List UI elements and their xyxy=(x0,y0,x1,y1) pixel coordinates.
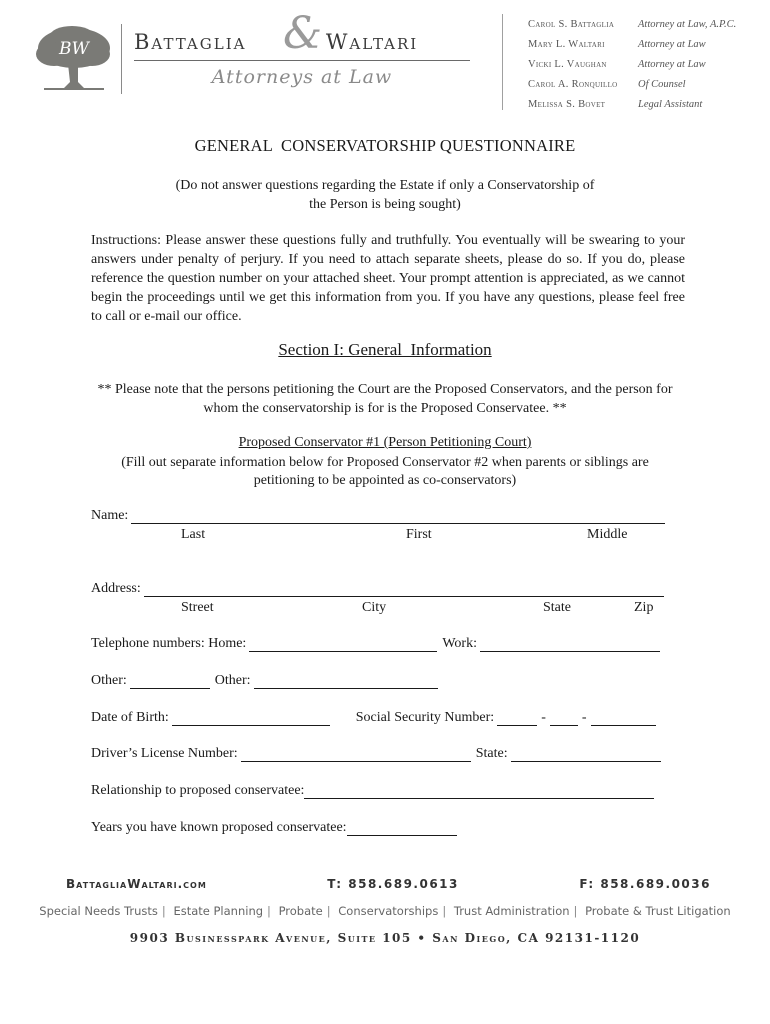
firm-name-rule xyxy=(134,60,470,61)
footer-service: Estate Planning xyxy=(173,904,264,918)
relationship-row xyxy=(91,783,654,799)
conservator-subheading: Proposed Conservator #1 (Person Petitioning Court) xyxy=(238,435,532,450)
roster-row xyxy=(528,74,763,94)
roster-name: Vicki L. Vaughan xyxy=(528,58,607,70)
dl-state-field[interactable] xyxy=(511,747,661,762)
name-label: Name: xyxy=(91,508,129,523)
footer-service: Conservatorships xyxy=(338,904,439,918)
name-sublabel-last: Last xyxy=(181,527,206,542)
logo-initials: BW xyxy=(59,39,89,59)
years-known-row xyxy=(91,820,457,836)
footer-service: Probate xyxy=(278,904,323,918)
footer-services: Special Needs Trusts | Estate Planning | Probate | Conservatorships | Trust Administration | Probate & Trust Litigation xyxy=(39,904,731,918)
attorney-roster xyxy=(528,14,763,114)
roster-row xyxy=(528,34,763,54)
other2-field[interactable] xyxy=(254,674,438,689)
roster-divider xyxy=(502,14,503,110)
tel-work-field[interactable] xyxy=(480,637,660,652)
dob-field[interactable] xyxy=(172,711,330,726)
address-row xyxy=(91,581,664,597)
firm-name xyxy=(134,30,474,54)
tel-home-field[interactable] xyxy=(249,637,437,652)
roster-row xyxy=(528,14,763,34)
dl-label: Driver’s License Number: xyxy=(91,746,238,761)
firm-subtitle: Attorneys at Law xyxy=(211,66,393,88)
dl-state-label: State: xyxy=(475,746,508,761)
roster-title: Attorney at Law, A.P.C. xyxy=(638,18,737,30)
roster-name: Carol A. Ronquillo xyxy=(528,78,618,90)
conservator-subnote: (Fill out separate information below for Proposed Conservator #2 when parents or siblings are petitioning to be appointed as co-conservators) xyxy=(121,455,649,488)
relationship-label: Relationship to proposed conservatee: xyxy=(91,783,305,798)
footer-address: 9903 Businesspark Avenue, Suite 105 • San Diego, CA 92131-1120 xyxy=(129,931,641,945)
instructions-paragraph: Instructions: Please answer these questions fully and truthfully. You eventually will be swearing to your answers under penalty of perjury. If you need to attach separate sheets, please do so. If you do, please reference the question number on your attached sheet. Your prompt attention is appreciated, as we cannot begin the proceedings until we get this information from you. If you have any questions, please feel free to call or e-mail our office. xyxy=(91,233,685,324)
firm-name-waltari: Waltari xyxy=(325,30,419,54)
address-sublabel-street: Street xyxy=(181,600,214,615)
dl-number-field[interactable] xyxy=(241,747,471,762)
ssn-part1-field[interactable] xyxy=(497,711,537,726)
address-sublabel-city: City xyxy=(362,600,387,615)
roster-name: Melissa S. Bovet xyxy=(528,98,606,110)
roster-row xyxy=(528,94,763,114)
footer-website: BattagliaWaltari.com xyxy=(66,877,207,891)
tel-work-label: Work: xyxy=(442,636,477,651)
ssn-separator: - xyxy=(581,710,587,725)
roster-row xyxy=(528,54,763,74)
address-sublabel-state: State xyxy=(543,600,571,615)
roster-name: Mary L. Waltari xyxy=(528,38,605,50)
other1-label: Other: xyxy=(91,673,127,688)
other1-field[interactable] xyxy=(130,674,210,689)
dob-label: Date of Birth: xyxy=(91,710,169,725)
firm-name-battaglia: Battaglia xyxy=(134,30,247,54)
tel-home-label: Telephone numbers: Home: xyxy=(91,636,247,651)
footer-service: Special Needs Trusts xyxy=(39,904,158,918)
footer-service: Trust Administration xyxy=(453,904,570,918)
ssn-separator: - xyxy=(541,710,546,725)
roster-title: Legal Assistant xyxy=(638,98,703,110)
section-note: ** Please note that the persons petitioning the Court are the Proposed Conservators, and the person for whom the conservatorship is for is the Proposed Conservatee. ** xyxy=(97,382,673,416)
name-field[interactable] xyxy=(131,509,665,524)
footer-fax: F: 858.689.0036 xyxy=(579,877,711,891)
letterhead-divider xyxy=(121,24,122,94)
years-known-label: Years you have known proposed conservatee: xyxy=(91,820,347,835)
roster-name: Carol S. Battaglia xyxy=(528,18,615,30)
firm-ampersand: & xyxy=(283,8,323,59)
dob-ssn-row xyxy=(91,710,656,726)
document-note: (Do not answer questions regarding the Estate if only a Conservatorship of the Person is being sought) xyxy=(175,178,595,212)
name-sublabel-first: First xyxy=(406,527,432,542)
roster-title: Attorney at Law xyxy=(638,58,706,70)
drivers-license-row xyxy=(91,746,661,762)
relationship-field[interactable] xyxy=(304,784,654,799)
footer-contact xyxy=(66,877,711,891)
footer-service: Probate & Trust Litigation xyxy=(585,904,731,918)
address-sublabel-zip: Zip xyxy=(634,600,654,615)
telephone-row xyxy=(91,636,660,652)
tree-logo-icon xyxy=(34,24,112,90)
ssn-label: Social Security Number: xyxy=(355,710,495,725)
name-sublabel-middle: Middle xyxy=(587,527,628,542)
roster-title: Attorney at Law xyxy=(638,38,706,50)
section-heading: Section I: General Information xyxy=(278,340,492,359)
address-label: Address: xyxy=(91,581,141,596)
name-row xyxy=(91,508,665,524)
roster-title: Of Counsel xyxy=(638,78,686,90)
years-known-field[interactable] xyxy=(347,821,457,836)
ssn-part2-field[interactable] xyxy=(550,711,578,726)
other2-label: Other: xyxy=(214,673,251,688)
footer-phone: T: 858.689.0613 xyxy=(327,877,459,891)
document-title: GENERAL CONSERVATORSHIP QUESTIONNAIRE xyxy=(194,136,576,155)
ssn-part3-field[interactable] xyxy=(591,711,656,726)
other-phone-row xyxy=(91,673,438,689)
address-field[interactable] xyxy=(144,582,664,597)
